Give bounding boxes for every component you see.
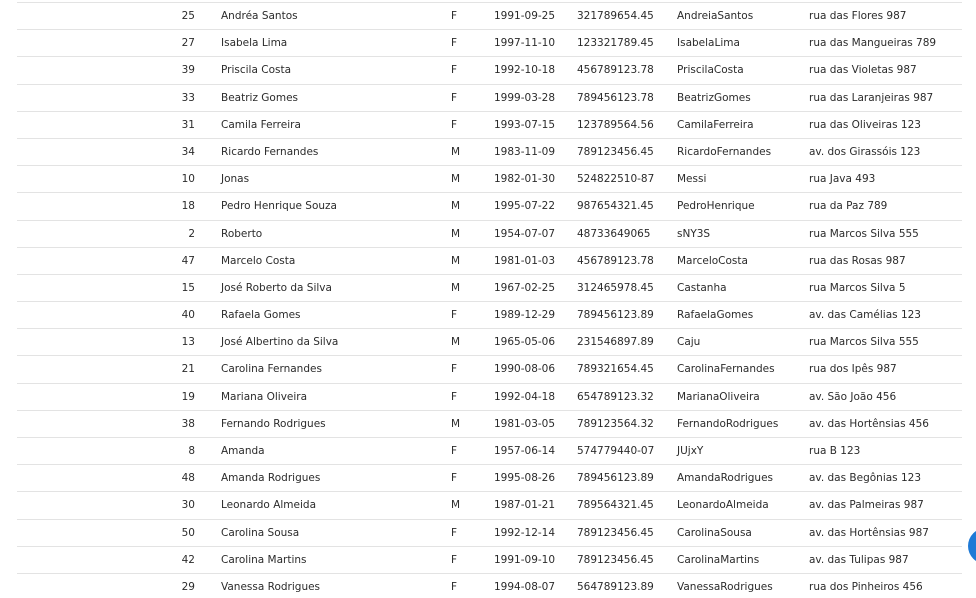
row-username: CarolinaMartins [677, 553, 760, 566]
row-birthdate: 1999-03-28 [494, 91, 556, 104]
row-sex: M [451, 281, 461, 294]
row-document: 789456123.89 [577, 472, 654, 485]
row-address: rua dos Ipês 987 [809, 363, 897, 376]
row-username: Castanha [677, 281, 727, 294]
table-row[interactable] [17, 437, 962, 464]
row-document: 321789654.45 [577, 10, 654, 22]
table-row[interactable] [17, 301, 962, 328]
table-row[interactable] [17, 573, 962, 598]
row-document: 789123564.32 [577, 417, 654, 430]
row-id: 27 [181, 37, 195, 50]
row-address: rua das Mangueiras 789 [809, 37, 937, 50]
row-sex: F [451, 64, 458, 77]
row-document: 524822510-87 [577, 173, 655, 186]
row-sex: F [451, 390, 458, 403]
row-name: Priscila Costa [221, 64, 292, 77]
row-document: 574779440-07 [577, 445, 655, 457]
row-document: 231546897.89 [577, 336, 654, 349]
row-name: Mariana Oliveira [221, 390, 308, 403]
row-address: av. das Camélias 123 [809, 309, 921, 322]
row-username: PriscilaCosta [677, 64, 744, 77]
row-document: 987654321.45 [577, 200, 654, 213]
row-address: rua B 123 [809, 445, 861, 457]
row-sex: F [451, 580, 458, 593]
row-name: Carolina Sousa [221, 526, 300, 539]
row-name: Beatriz Gomes [221, 91, 299, 104]
row-address: av. das Palmeiras 987 [809, 499, 924, 512]
row-sex: F [451, 309, 458, 322]
row-birthdate: 1995-07-22 [494, 200, 556, 213]
row-id: 40 [181, 309, 195, 322]
row-document: 789123456.45 [577, 553, 654, 566]
row-address: rua dos Pinheiros 456 [809, 580, 923, 593]
row-sex: F [451, 10, 458, 22]
row-username: FernandoRodrigues [677, 417, 779, 430]
table-row[interactable] [17, 165, 962, 192]
row-address: rua Marcos Silva 555 [809, 227, 919, 240]
row-id: 50 [181, 526, 195, 539]
table-row[interactable] [17, 491, 962, 518]
row-id: 34 [181, 145, 195, 158]
row-id: 29 [181, 580, 195, 593]
row-birthdate: 1992-12-14 [494, 526, 556, 539]
row-birthdate: 1992-10-18 [494, 64, 556, 77]
row-birthdate: 1992-04-18 [494, 390, 556, 403]
row-id: 48 [181, 472, 195, 485]
row-document: 123789564.56 [577, 118, 654, 131]
users-table [17, 2, 962, 598]
row-id: 18 [181, 200, 195, 213]
row-name: Leonardo Almeida [221, 499, 317, 512]
row-birthdate: 1967-02-25 [494, 281, 556, 294]
row-username: AmandaRodrigues [677, 472, 773, 485]
row-address: av. São João 456 [809, 390, 897, 403]
row-address: av. dos Girassóis 123 [809, 145, 921, 158]
row-birthdate: 1987-01-21 [494, 499, 556, 512]
row-username: MarceloCosta [677, 254, 748, 267]
row-birthdate: 1981-01-03 [494, 254, 556, 267]
row-name: Jonas [221, 173, 250, 186]
row-id: 2 [188, 227, 195, 240]
row-id: 25 [181, 10, 195, 22]
row-address: av. das Hortênsias 456 [809, 417, 929, 430]
table-row[interactable] [17, 274, 962, 301]
row-sex: M [451, 227, 461, 240]
row-name: Isabela Lima [221, 37, 288, 50]
row-username: RicardoFernandes [677, 145, 772, 158]
row-name: Pedro Henrique Souza [221, 200, 337, 213]
row-username: MarianaOliveira [677, 390, 760, 403]
row-address: rua Marcos Silva 5 [809, 281, 906, 294]
table-row[interactable] [17, 247, 962, 274]
row-address: rua das Violetas 987 [809, 64, 917, 77]
row-birthdate: 1991-09-10 [494, 553, 556, 566]
row-username: CamilaFerreira [677, 118, 754, 131]
row-address: rua das Rosas 987 [809, 254, 906, 267]
row-name: Amanda Rodrigues [221, 472, 321, 485]
row-name: Rafaela Gomes [221, 309, 301, 322]
row-username: VanessaRodrigues [677, 580, 773, 593]
row-username: IsabelaLima [677, 37, 740, 50]
table-row[interactable] [17, 383, 962, 410]
table-row[interactable] [17, 2, 962, 29]
row-sex: M [451, 254, 461, 267]
table-row[interactable] [17, 410, 962, 437]
row-document: 789456123.78 [577, 91, 654, 104]
row-id: 15 [181, 281, 195, 294]
row-sex: F [451, 37, 458, 50]
row-document: 456789123.78 [577, 254, 654, 267]
row-address: rua Java 493 [809, 173, 876, 186]
row-address: av. das Begônias 123 [809, 472, 922, 485]
table-row[interactable] [17, 519, 962, 546]
row-birthdate: 1983-11-09 [494, 145, 556, 158]
row-id: 39 [181, 64, 195, 77]
row-name: Ricardo Fernandes [221, 145, 319, 158]
row-name: Roberto [221, 227, 263, 240]
row-document: 456789123.78 [577, 64, 654, 77]
row-sex: M [451, 200, 461, 213]
row-id: 10 [181, 173, 195, 186]
table-row[interactable] [17, 111, 962, 138]
row-birthdate: 1957-06-14 [494, 445, 556, 457]
row-username: Messi [677, 173, 707, 186]
row-id: 8 [188, 445, 195, 457]
row-name: Carolina Fernandes [221, 363, 322, 376]
row-username: RafaelaGomes [677, 309, 754, 322]
row-birthdate: 1954-07-07 [494, 227, 556, 240]
row-sex: M [451, 173, 461, 186]
row-birthdate: 1993-07-15 [494, 118, 556, 131]
row-sex: M [451, 499, 461, 512]
row-birthdate: 1965-05-06 [494, 336, 556, 349]
floating-action-button[interactable] [968, 528, 976, 564]
row-birthdate: 1989-12-29 [494, 309, 556, 322]
row-birthdate: 1991-09-25 [494, 10, 556, 22]
row-username: BeatrizGomes [677, 91, 751, 104]
row-name: José Roberto da Silva [221, 281, 332, 294]
row-document: 123321789.45 [577, 37, 654, 50]
row-username: CarolinaFernandes [677, 363, 775, 376]
row-name: Andréa Santos [221, 10, 298, 22]
row-id: 38 [181, 417, 195, 430]
table-row[interactable] [17, 464, 962, 491]
row-document: 48733649065 [577, 227, 651, 240]
row-sex: F [451, 553, 458, 566]
row-id: 13 [181, 336, 195, 349]
row-birthdate: 1994-08-07 [494, 580, 556, 593]
row-address: av. das Tulipas 987 [809, 553, 909, 566]
row-username: Caju [677, 336, 701, 349]
row-name: Marcelo Costa [221, 254, 296, 267]
row-document: 789321654.45 [577, 363, 654, 376]
row-id: 21 [181, 363, 195, 376]
table-row[interactable] [17, 546, 962, 573]
row-address: rua Marcos Silva 555 [809, 336, 919, 349]
row-username: AndreiaSantos [677, 10, 754, 22]
table-row[interactable] [17, 192, 962, 219]
row-id: 42 [181, 553, 195, 566]
table-row[interactable] [17, 29, 962, 56]
row-id: 33 [181, 91, 195, 104]
row-username: sNY3S [677, 227, 711, 240]
row-name: Camila Ferreira [221, 118, 301, 131]
row-name: Vanessa Rodrigues [221, 580, 321, 593]
row-id: 30 [181, 499, 195, 512]
table-row[interactable] [17, 328, 962, 355]
row-birthdate: 1995-08-26 [494, 472, 556, 485]
row-username: PedroHenrique [677, 200, 755, 213]
row-document: 789564321.45 [577, 499, 654, 512]
table-row[interactable] [17, 138, 962, 165]
row-sex: F [451, 472, 458, 485]
row-document: 654789123.32 [577, 390, 654, 403]
row-birthdate: 1997-11-10 [494, 37, 556, 50]
table-row[interactable] [17, 355, 962, 382]
table-row[interactable] [17, 84, 962, 111]
row-name: Amanda [221, 445, 265, 457]
row-sex: M [451, 417, 461, 430]
row-name: Fernando Rodrigues [221, 417, 326, 430]
row-document: 312465978.45 [577, 281, 654, 294]
row-document: 564789123.89 [577, 580, 654, 593]
row-username: CarolinaSousa [677, 526, 752, 539]
row-name: José Albertino da Silva [221, 336, 339, 349]
row-id: 47 [181, 254, 195, 267]
row-document: 789123456.45 [577, 145, 654, 158]
row-address: rua da Paz 789 [809, 200, 888, 213]
row-sex: F [451, 91, 458, 104]
row-birthdate: 1990-08-06 [494, 363, 556, 376]
row-sex: F [451, 118, 458, 131]
row-sex: F [451, 363, 458, 376]
table-row[interactable] [17, 220, 962, 247]
row-username: LeonardoAlmeida [677, 499, 769, 512]
row-id: 19 [181, 390, 195, 403]
row-username: JUjxY [677, 445, 704, 457]
row-document: 789456123.89 [577, 309, 654, 322]
row-sex: F [451, 445, 458, 457]
table-row[interactable] [17, 56, 962, 83]
row-name: Carolina Martins [221, 553, 307, 566]
row-birthdate: 1981-03-05 [494, 417, 556, 430]
row-sex: M [451, 336, 461, 349]
row-address: av. das Hortênsias 987 [809, 526, 929, 539]
row-sex: M [451, 145, 461, 158]
row-address: rua das Oliveiras 123 [809, 118, 921, 131]
row-birthdate: 1982-01-30 [494, 173, 556, 186]
row-sex: F [451, 526, 458, 539]
row-id: 31 [181, 118, 195, 131]
row-address: rua das Laranjeiras 987 [809, 91, 934, 104]
row-document: 789123456.45 [577, 526, 654, 539]
row-address: rua das Flores 987 [809, 10, 907, 22]
